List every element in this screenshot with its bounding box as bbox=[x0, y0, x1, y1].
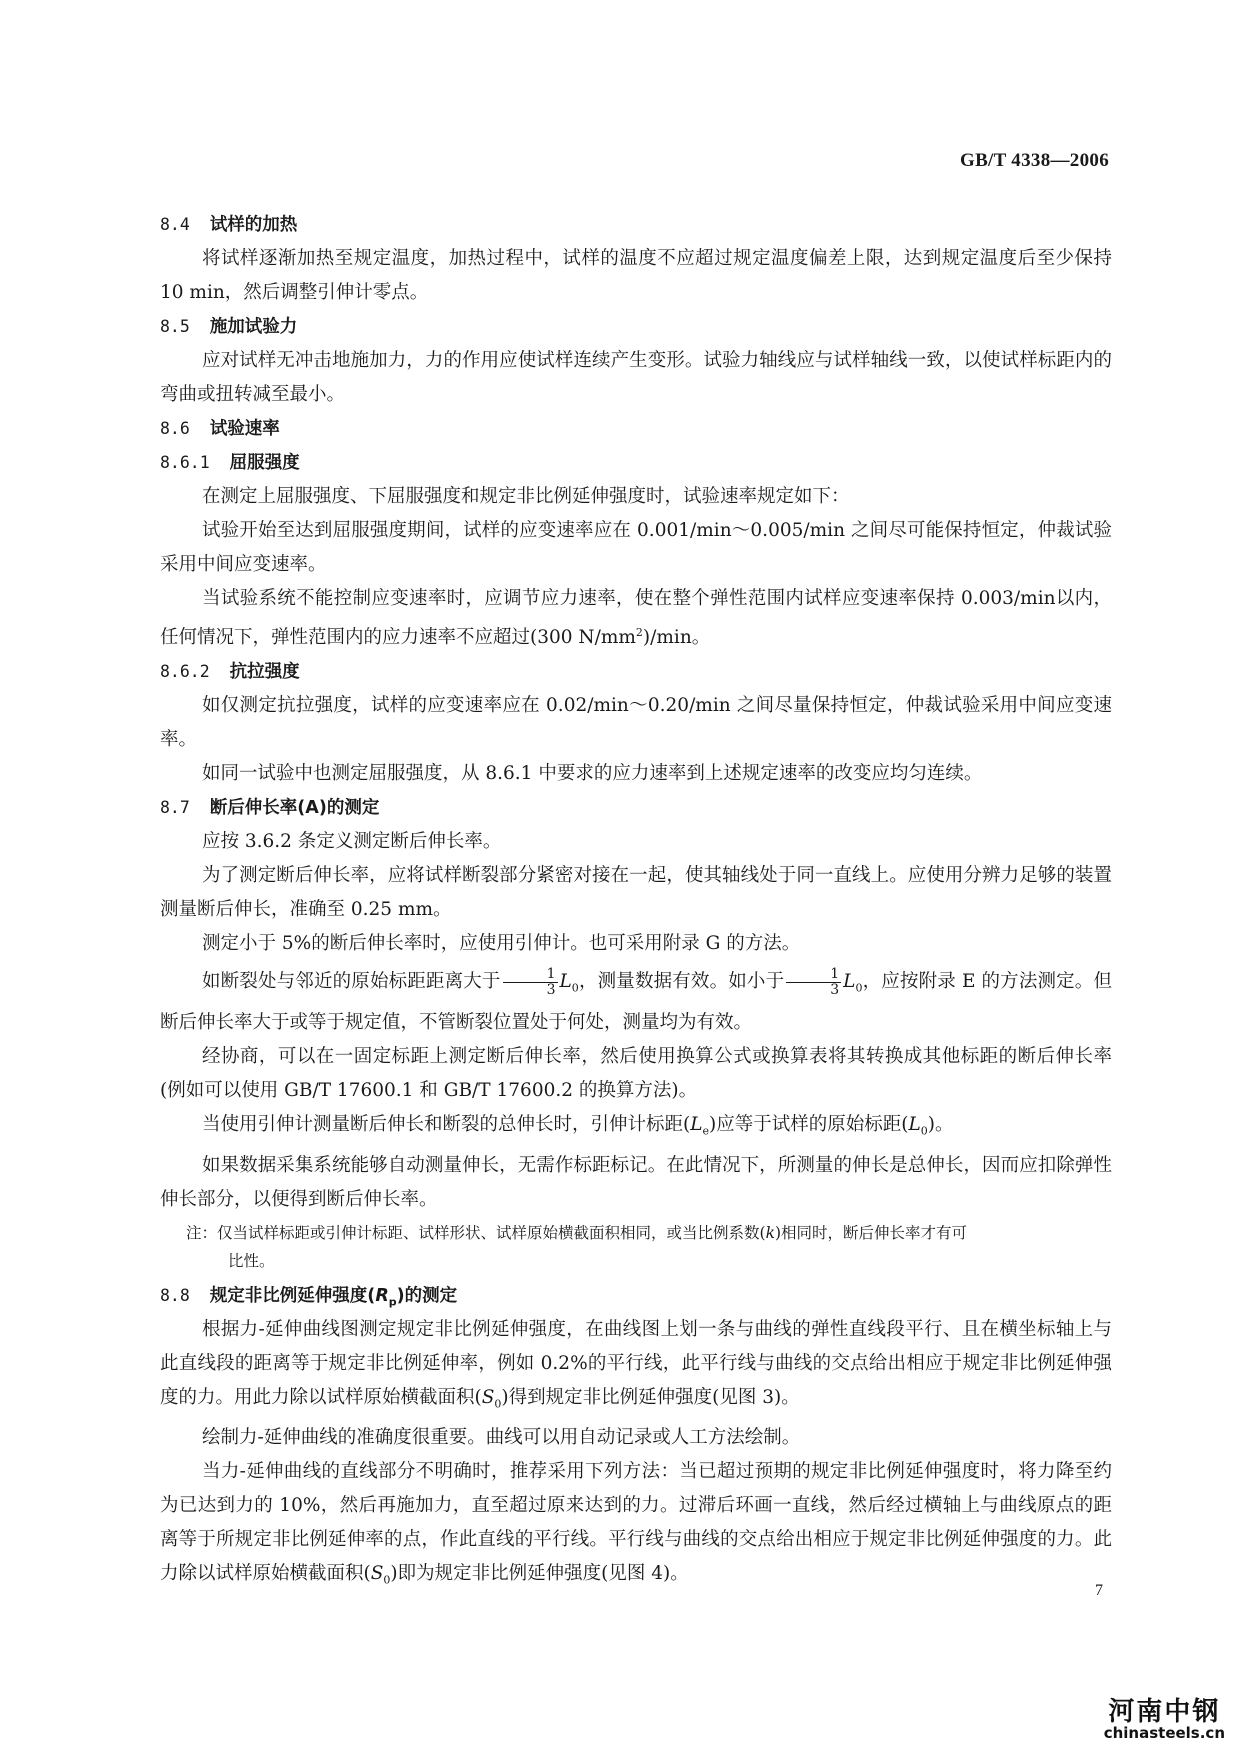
paragraph: 如仅测定抗拉强度，试样的应变速率应在 0.02/min～0.20/min 之间尽量保持恒定，仲裁试验采用中间应变速率。 bbox=[160, 695, 1112, 751]
page-number: 7 bbox=[1095, 1582, 1103, 1599]
watermark-cn: 河南中钢 bbox=[1108, 1697, 1221, 1727]
section-heading-8-6-2: 8.6.2 抗拉强度 bbox=[160, 662, 300, 683]
paragraph: 当力-延伸曲线的直线部分不明确时，推荐采用下列方法：当已超过预期的规定非比例延伸强度时，将力降至约为已达到力的 10%，然后再施加力，直至超过原来达到的力。过滞后环画一直线，然后经过横轴上与曲线原点的距离等于所规定非比例延伸率的点，作此直线的平行线。平行线与曲线的交点给出相应于规定非比例延伸强度的力。此力除以试样原始横截面积$(S_0)$即为规定非比例延伸强度(见图 4)。 bbox=[160, 1461, 1112, 1587]
note: 注：仅当试样标距或引伸计标距、试样形状、试样原始横截面积相同，或当比例系数(k)相同时，断后伸长率才有可 比性。 bbox=[186, 1223, 968, 1270]
section-heading-8-4: 8.4 试样的加热 bbox=[160, 215, 298, 235]
watermark-en: chinasteels.cn bbox=[1103, 1724, 1225, 1742]
paragraph: 应按 3.6.2 条定义测定断后伸长率。 bbox=[202, 831, 502, 853]
watermark-logo bbox=[1104, 1691, 1225, 1742]
standard-code: GB/T 4338—2006 bbox=[959, 150, 1109, 171]
paragraph: 当试验系统不能控制应变速率时，应调节应力速率，使在整个弹性范围内试样应变速率保持 0.003/min以内，任何情况下，弹性范围内的应力速率不应超过(300 $N/mm^2)/\min$。 bbox=[160, 588, 1112, 649]
paragraph: 应对试样无冲击地施加力，力的作用应使试样连续产生变形。试验力轴线应与试样轴线一致，以使试样标距内的弯曲或扭转减至最小。 bbox=[160, 350, 1112, 405]
section-heading-8-8: 8.8 规定非比例延伸强度$(R_p)$的测定 bbox=[160, 1285, 458, 1309]
paragraph: 将试样逐渐加热至规定温度，加热过程中，试样的温度不应超过规定温度偏差上限，达到规定温度后至少保持 10 min，然后调整引伸计零点。 bbox=[160, 248, 1112, 303]
fraction-one-third: $\frac{1}{3}$ bbox=[786, 967, 841, 998]
paragraph: 为了测定断后伸长率，应将试样断裂部分紧密对接在一起，使其轴线处于同一直线上。应使用分辨力足够的装置测量断后伸长，准确至 0.25 mm。 bbox=[160, 865, 1112, 921]
section-heading-8-7: 8.7 断后伸长率(A)的测定 bbox=[160, 798, 380, 819]
section-heading-8-5: 8.5 施加试验力 bbox=[160, 317, 298, 337]
paragraph: 根据力-延伸曲线图测定规定非比例延伸强度，在曲线图上划一条与曲线的弹性直线段平行、且在横坐标轴上与此直线段的距离等于规定非比例延伸率，例如 0.2%的平行线，此平行线与曲线的交点给出相应于规定非比例延伸强度的力。用此力除以试样原始横截面积$(S_0)$得到规定非比例延伸强度(见图 3)。 bbox=[160, 1318, 1112, 1411]
paragraph: 如果数据采集系统能够自动测量伸长，无需作标距标记。在此情况下，所测量的伸长是总伸长，因而应扣除弹性伸长部分，以便得到断后伸长率。 bbox=[160, 1154, 1112, 1210]
paragraph: 当使用引伸计测量断后伸长和断裂的总伸长时，引伸计标距$(L_e)$应等于试样的原始标距$(L_0)$。 bbox=[202, 1113, 954, 1138]
paragraph: 试验开始至达到屈服强度期间，试样的应变速率应在 0.001/min～0.005/min 之间尽可能保持恒定，仲裁试验采用中间应变速率。 bbox=[160, 520, 1112, 575]
paragraph-with-fraction: 如断裂处与邻近的原始标距距离大于 $\frac{1}{3}$ $L_0$，测量数据有效。如小于 $\frac{1}{3}$ $L_0$，应按附录 E 的方法测定。但断后伸长率大于或等于规定值，不管断裂位置处于何处，测量均为有效。 bbox=[160, 965, 1112, 1033]
section-heading-8-6: 8.6 试验速率 bbox=[160, 419, 280, 439]
paragraph: 如同一试验中也测定屈服强度，从 8.6.1 中要求的应力速率到上述规定速率的改变应均匀连续。 bbox=[202, 763, 983, 785]
section-heading-8-6-1: 8.6.1 屈服强度 bbox=[160, 453, 300, 473]
paragraph: 测定小于 5%的断后伸长率时，应使用引伸计。也可采用附录 G 的方法。 bbox=[202, 933, 801, 955]
paragraph: 绘制力-延伸曲线的准确度很重要。曲线可以用自动记录或人工方法绘制。 bbox=[202, 1427, 801, 1449]
fraction-one-third: $\frac{1}{3}$ bbox=[503, 967, 558, 998]
page-body bbox=[160, 208, 1112, 1598]
paragraph: 经协商，可以在一固定标距上测定断后伸长率，然后使用换算公式或换算表将其转换成其他标距的断后伸长率(例如可以使用 GB/T 17600.1 和 GB/T 17600.2 的换算方法)。 bbox=[160, 1045, 1112, 1101]
paragraph: 在测定上屈服强度、下屈服强度和规定非比例延伸强度时，试验速率规定如下： bbox=[202, 486, 850, 507]
